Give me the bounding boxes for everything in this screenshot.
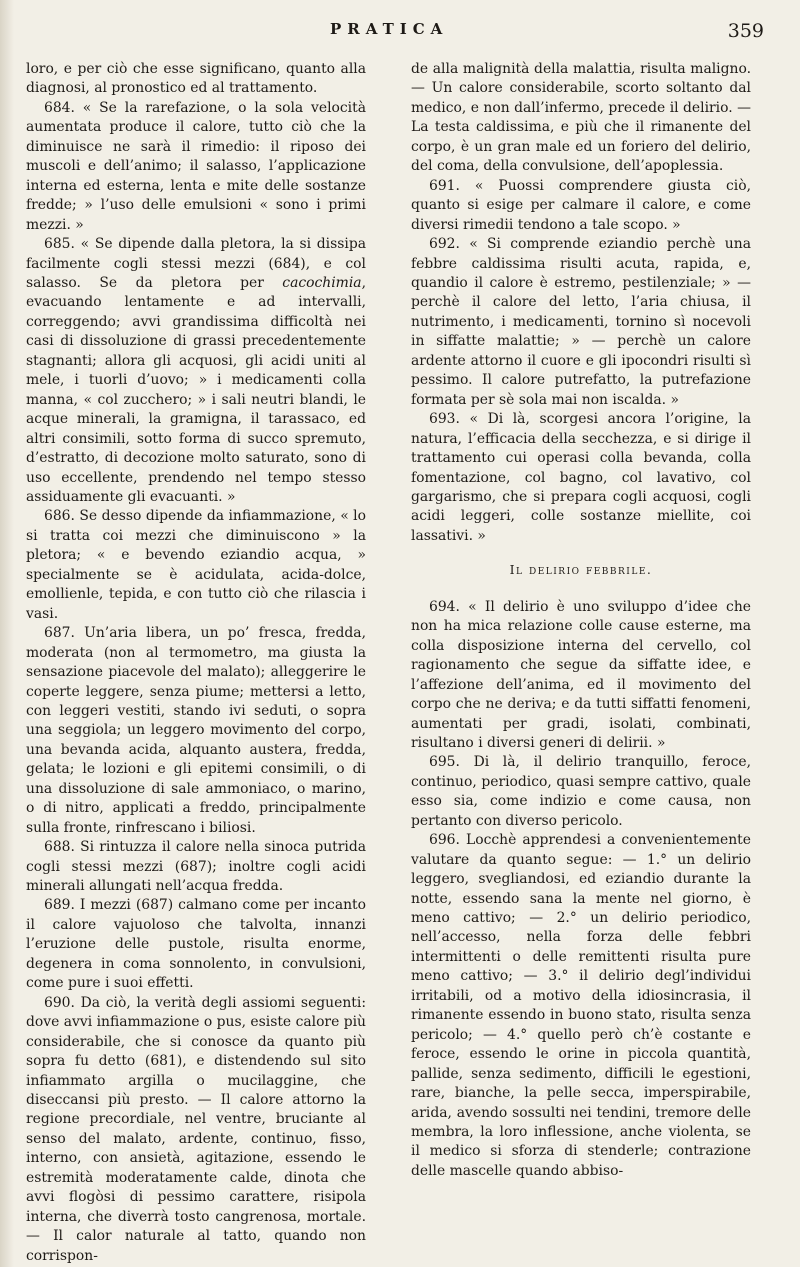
binding-shadow (0, 0, 14, 1267)
paragraph-695: 695. Di là, il delirio tranquillo, feroce, continuo, periodico, quasi sempre cattivo, quale esso sia, come indizio e come causa, non pertanto con diverso pericolo. (411, 754, 751, 829)
paragraph-696: 696. Locchè apprendesi a convenientemente valutare da quanto segue: — 1.° un delirio leggero, svegliandosi, ed eziandio durante la notte, essendo sana la mente nel giorno, è meno cattivo; — 2.° un delirio periodico, nell’accesso, nella forza delle febbri intermittenti o delle remittenti risulta pure meno cattivo; — 3.° il delirio degl’individui irritabili, od a motivo della idiosincrasia, il rimanente essendo in buono stato, risulta senza pericolo; — 4.° quello però ch’è costante e feroce, essendo le orine in piccola quantità, pallide, senza sedimento, difficili le egestioni, rare, bianche, la pelle secca, imperspirabile, arida, avendo sossulti nei tendini, tremore delle membra, la loro inflessione, anche violenta, se il medico si sforza di stenderle; contrazione delle mascelle quando abbiso- (411, 832, 751, 1179)
section-heading: Il delirio febbrile. (509, 562, 653, 578)
paragraph-684: 684. « Se la rarefazione, o la sola velocità aumentata produce il calore, tutto ciò che la diminuisce ne sarà il rimedio: il riposo dei muscoli e dell’animo; il salasso, l’applicazione interna ed esterna, lenta e mite delle sostanze fredde; » l’uso delle emulsioni « sono i primi mezzi. » (26, 99, 366, 233)
page-header (0, 20, 800, 50)
running-head: PRATICA (330, 20, 449, 38)
italic-term: cacochimia (282, 274, 362, 291)
page-number: 359 (727, 20, 764, 42)
paragraph-692: 692. « Si comprende eziandio perchè una febbre caldissima risulti acuta, rapida, e, quandio il calore è estremo, pestilenziale; » — perchè il calore del letto, l’aria chiusa, il nutrimento, i medicamenti, tornino sì nocevoli in siffatte malattie; » — perchè un calore ardente attorno il cuore e gli ipocondri risulti sì pessimo. Il calore putrefatto, la putrefazione formata per sè sola mai non iscalda. » (411, 236, 751, 408)
paragraph-693: 693. « Di là, scorgesi ancora l’origine, la natura, l’efficacia della secchezza, e si dirige il trattamento cui operasi colla bevanda, colla fomentazione, col bagno, col lavativo, col gargarismo, che si prepara cogli acquosi, cogli acidi leggeri, colle sostanze miellite, coi lassativi. » (411, 411, 751, 544)
paragraph-694: 694. « Il delirio è uno sviluppo d’idee che non ha mica relazione colle cause esterne, ma colla disposizione interna del cervello, col ragionamento che segue da siffatte idee, e l’affezione dell’anima, ed il movimento del corpo che ne deriva; e da tutti siffatti fenomeni, aumentati per gradi, isolati, combinati, risultano i diversi generi di delirii. » (411, 598, 751, 751)
paragraph: loro, e per ciò che esse significano, quanto alla diagnosi, al pronostico ed al trattamento. (26, 61, 366, 97)
paragraph-685-text: 685. « Se dipende dalla pletora, la si dissipa facilmente cogli stessi mezzi (684), e col salasso. Se da pletora per (26, 236, 366, 291)
paragraph-688: 688. Si rintuzza il calore nella sinoca putrida cogli stessi mezzi (687); inoltre cogli acidi minerali allungati nell’acqua fredda. (26, 839, 366, 895)
paragraph-685 (26, 235, 366, 507)
paragraph-690: 690. Da ciò, la verità degli assiomi seguenti: dove avvi infiammazione o pus, esiste calore più considerabile, che si conosce da quanto più sopra fu detto (681), e distendendo sul sito infiammato argilla o mucilaggine, che diseccansi più presto. — Il calore attorno la regione precordiale, nel ventre, bruciante al senso del malato, ardente, continuo, fisso, interno, con ansietà, agitazione, essendo le estremità moderatamente calde, dinota che avvi flogòsi di pessimo carattere, risipola interna, che diverrà tosto cangrenosa, mortale. — Il calor naturale al tatto, quando non corrispon- (26, 994, 366, 1264)
paragraph-690-continued: de alla malignità della malattia, risulta maligno. — Un calore considerabile, scorto soltanto dal medico, e non dall’infermo, precede il delirio. — La testa caldissima, e più che il rimanente del corpo, è un gran male ed un foriero del delirio, del coma, della convulsione, dell’apoplessia. (411, 61, 751, 175)
left-column (26, 60, 366, 1266)
paragraph-691: 691. « Puossi comprendere giusta ciò, quanto si esige per calmare il calore, e come diversi rimedii tendono a tale scopo. » (411, 177, 751, 233)
paragraph-686: 686. Se desso dipende da infiammazione, « lo si tratta coi mezzi che diminuiscono » la pletora; « e bevendo eziandio acqua, » specialmente se è acidulata, acida-dolce, emollienle, tepida, e con tutto ciò che rilascia i vasi. (26, 508, 366, 622)
paragraph-687: 687. Un’aria libera, un po’ fresca, fredda, moderata (non al termometro, ma giusta la sensazione piacevole del malato); alleggerire le coperte leggere, senza piume; mettersi a letto, con leggeri vestiti, stando ivi seduti, o sopra una seggiola; un leggero movimento del corpo, una bevanda acida, alquanto austera, fredda, gelata; le lozioni e gli epitemi consimili, o di una dissoluzione di sale ammoniaco, o marino, o di nitro, applicati a freddo, principalmente sulla fronte, rinfrescano i biliosi. (26, 625, 366, 836)
paragraph-689: 689. I mezzi (687) calmano come per incanto il calore vajuoloso che talvolta, innanzi l’eruzione delle pustole, risulta enorme, degenera in coma sonnolento, in convulsioni, come pure i suoi effetti. (26, 897, 366, 992)
paragraph-685-text-cont: , evacuando lentamente e ad intervalli, correggendo; avvi grandissima difficoltà nei casi di dissoluzione di grassi precedentemente stagnanti; allora gli acquosi, gli acidi uniti al mele, i tuorli d’uovo; » i medicamenti colla manna, « col zucchero; » i sali neutri blandi, le acque minerali, la gramigna, il tarassaco, ed altri consimili, sotto forma di succo spremuto, d’estratto, di decozione molto saturato, sono di uso eccellente, prendendo nel tempo stesso assiduamente gli evacuanti. » (26, 274, 366, 505)
right-column (411, 60, 751, 1181)
